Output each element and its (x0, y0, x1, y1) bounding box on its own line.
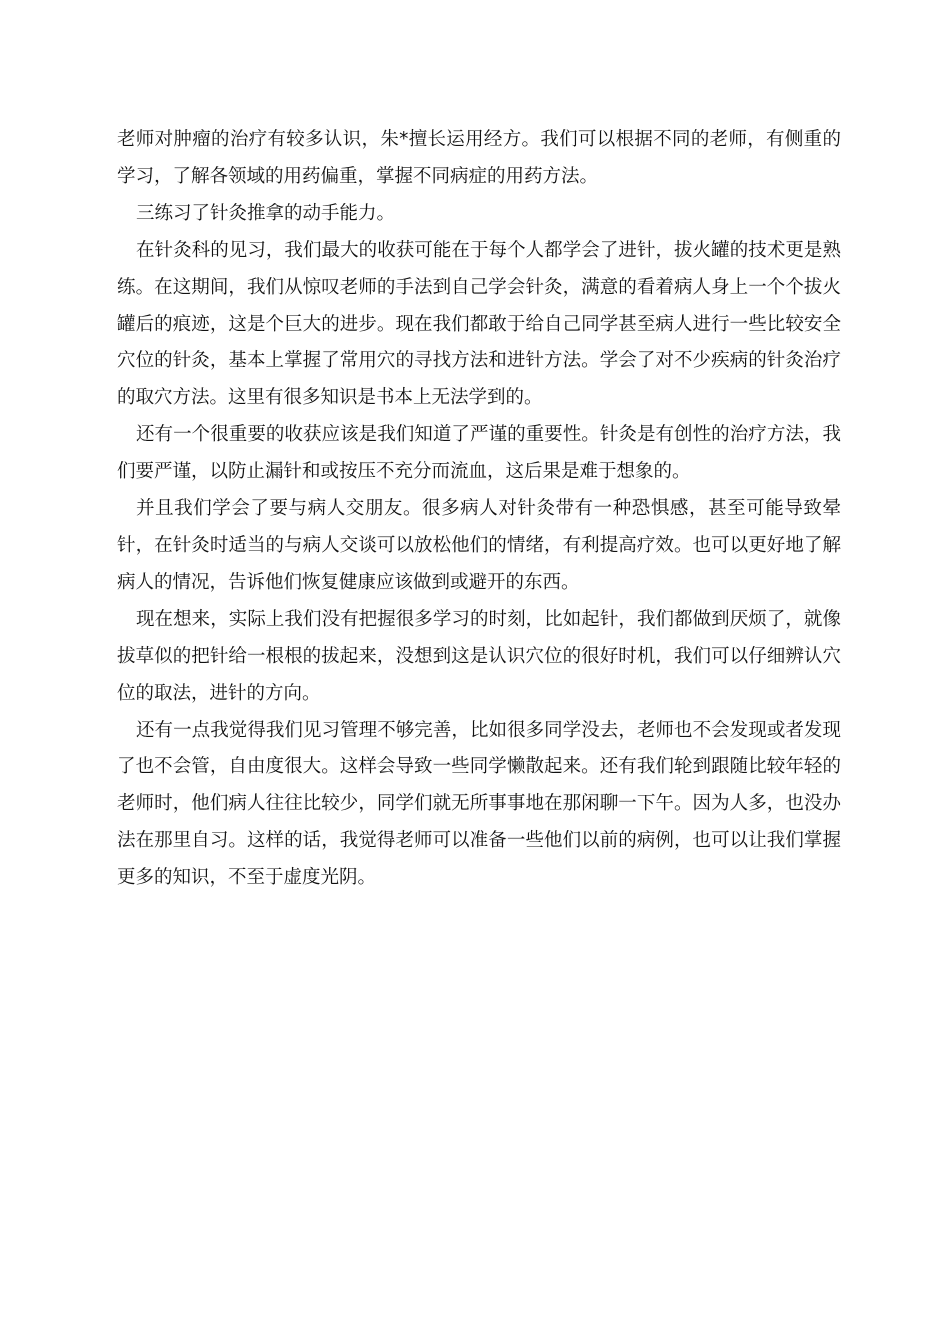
paragraph-3: 在针灸科的见习，我们最大的收获可能在于每个人都学会了进针，拔火罐的技术更是熟练。在这期间，我们从惊叹老师的手法到自己学会针灸，满意的看着病人身上一个个拔火罐后的痕迹，这是个巨大的进步。现在我们都敢于给自己同学甚至病人进行一些比较安全穴位的针灸，基本上掌握了常用穴的寻找方法和进针方法。学会了对不少疾病的针灸治疗的取穴方法。这里有很多知识是书本上无法学到的。 (117, 239, 841, 409)
document-body (117, 122, 841, 897)
paragraph-2: 三练习了针灸推拿的动手能力。 (136, 202, 396, 224)
paragraph-5: 并且我们学会了要与病人交朋友。很多病人对针灸带有一种恐惧感，甚至可能导致晕针，在针灸时适当的与病人交谈可以放松他们的情绪，有利提高疗效。也可以更好地了解病人的情况，告诉他们恢复健康应该做到或避开的东西。 (117, 498, 841, 593)
paragraph-1: 老师对肿瘤的治疗有较多认识，朱*擅长运用经方。我们可以根据不同的老师，有侧重的学习，了解各领域的用药偏重，掌握不同病症的用药方法。 (117, 129, 841, 187)
paragraph-4: 还有一个很重要的收获应该是我们知道了严谨的重要性。针灸是有创性的治疗方法，我们要严谨，以防止漏针和或按压不充分而流血，这后果是难于想象的。 (117, 424, 841, 483)
paragraph-6: 现在想来，实际上我们没有把握很多学习的时刻，比如起针，我们都做到厌烦了，就像拔草似的把针给一根根的拔起来，没想到这是认识穴位的很好时机，我们可以仔细辨认穴位的取法，进针的方向。 (117, 608, 841, 704)
paragraph-7: 还有一点我觉得我们见习管理不够完善，比如很多同学没去，老师也不会发现或者发现了也不会管，自由度很大。这样会导致一些同学懒散起来。还有我们轮到跟随比较年轻的老师时，他们病人往往比较少，同学们就无所事事地在那闲聊一下午。因为人多，也没办法在那里自习。这样的话，我觉得老师可以准备一些他们以前的病例，也可以让我们掌握更多的知识，不至于虚度光阴。 (117, 719, 841, 889)
